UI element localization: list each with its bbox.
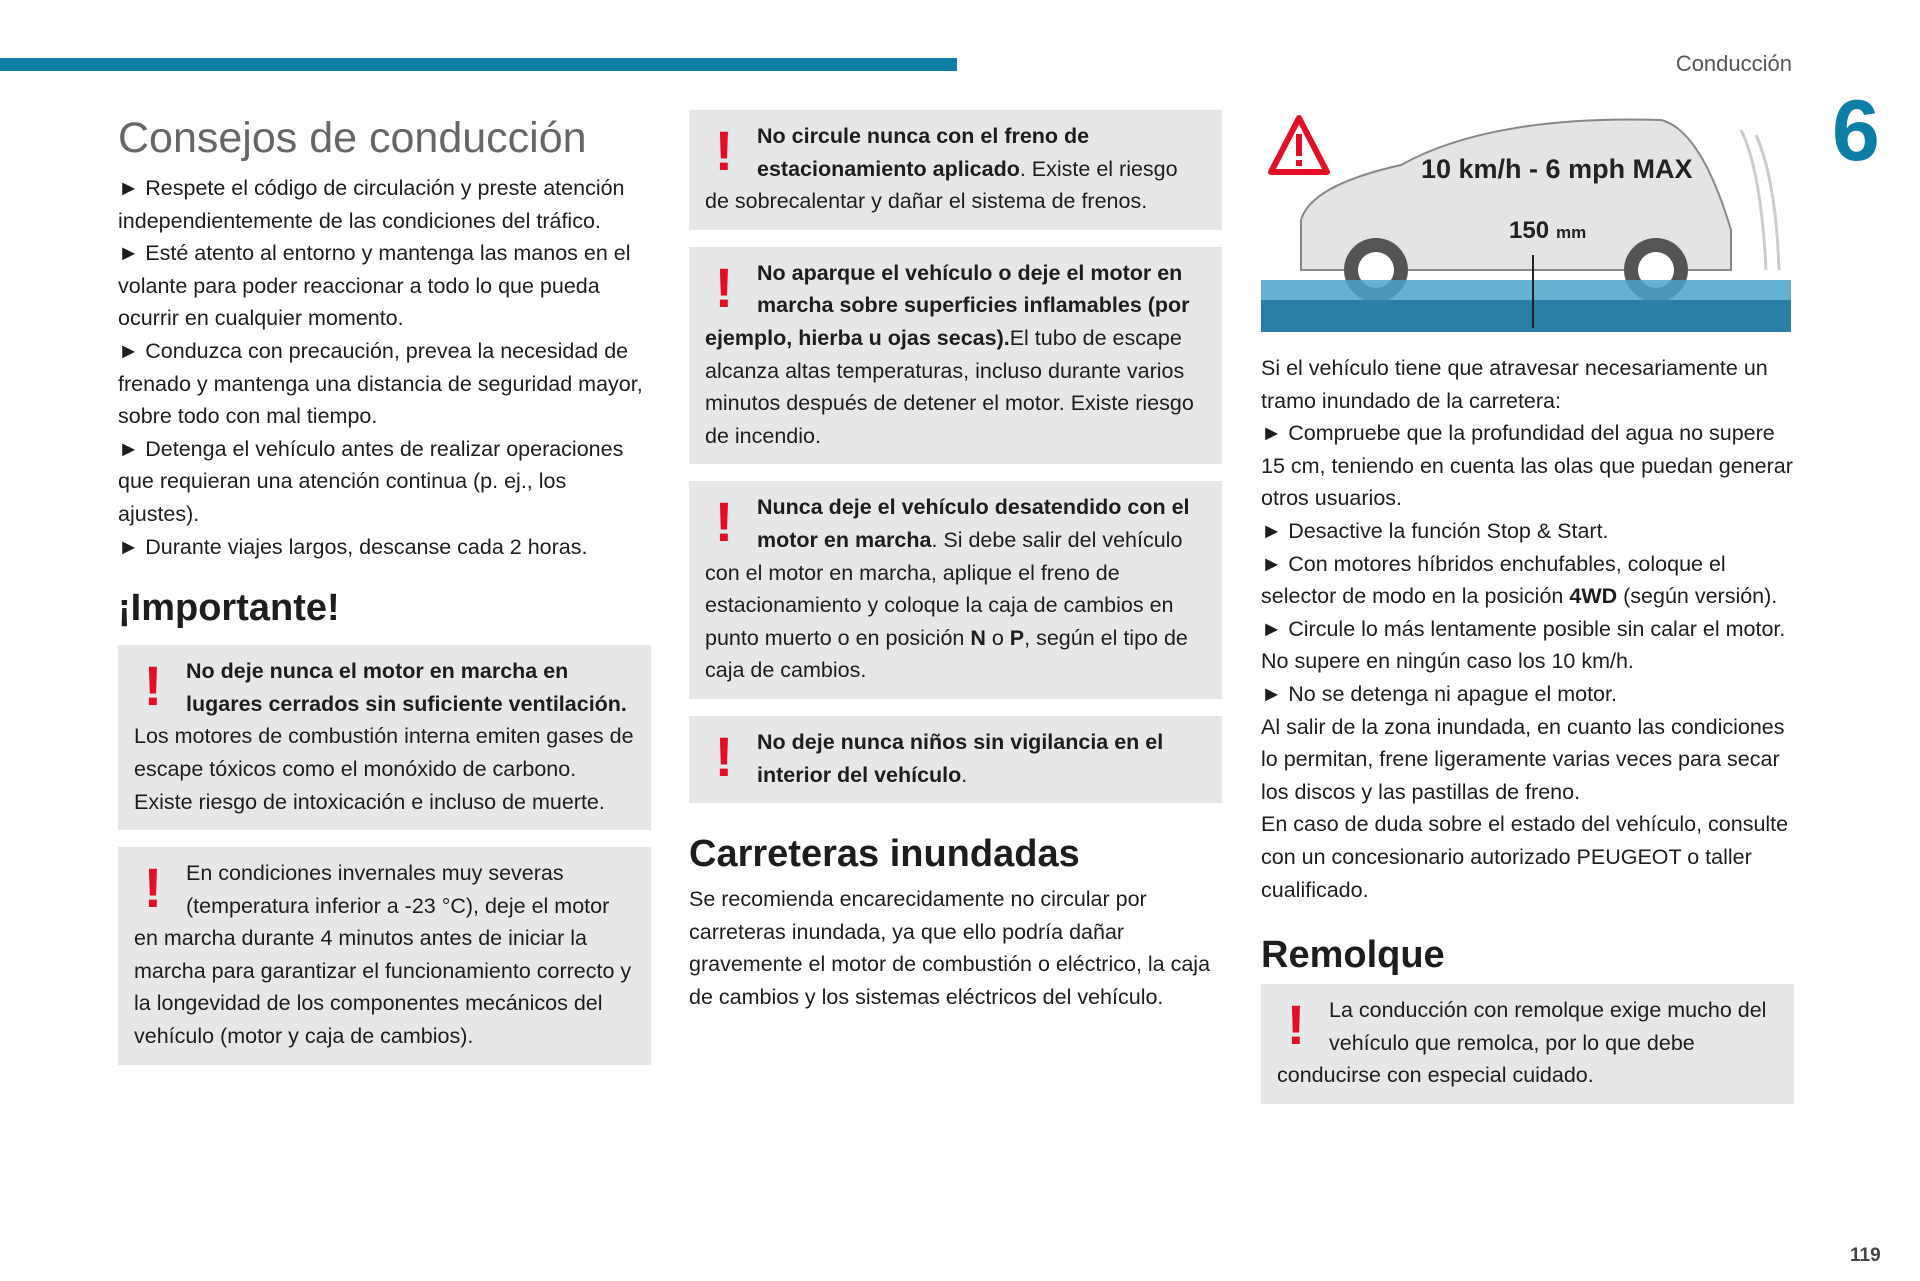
flooded-roads-text: Se recomienda encarecidamente no circular por carreteras inundada, ya que ello podría dañar gravemente el motor de combustión o eléctrico, la caja de cambios y los sistemas eléctricos del vehículo.: [689, 887, 1211, 1009]
flood-after-text: Al salir de la zona inundada, en cuanto las condiciones lo permitan, frene ligeramente varias veces para secar los discos y las pastillas de freno.: [1261, 714, 1785, 804]
warning-text: o: [985, 625, 1010, 650]
warning-bold: No aparque el vehículo o deje el motor en marcha sobre superficies inflamables (por ejemplo, hierba u ojas secas).: [705, 260, 1190, 350]
warning-text: El tubo de escape alcanza altas temperaturas, incluso durante varios minutos después de detener el motor. Existe riesgo de incendio.: [705, 325, 1194, 448]
flood-intro: Si el vehículo tiene que atravesar necesariamente un tramo inundado de la carretera:: [1261, 356, 1768, 413]
tip-item: ► Respete el código de circulación y preste atención independientemente de las condiciones del tráfico.: [118, 176, 625, 233]
warning-box: [118, 645, 651, 830]
warning-box: [118, 847, 651, 1065]
flood-step: ► Circule lo más lentamente posible sin calar el motor. No supere en ningún caso los 10 km/h.: [1261, 616, 1786, 674]
flooded-car-illustration: [1261, 110, 1791, 332]
warning-text: En condiciones invernales muy severas (temperatura inferior a -23 °C), deje el motor en marcha durante 4 minutos antes de iniciar la marcha para garantizar el funcionamiento correcto y la longevidad de los componentes mecánicos del vehículo (motor y caja de cambios).: [134, 861, 632, 1049]
trailer-heading: Remolque: [1261, 934, 1445, 977]
warning-bold: No deje nunca el motor en marcha en lugares cerrados sin suficiente ventilación.: [186, 659, 627, 716]
warning-bold: No deje nunca niños sin vigilancia en el interior del vehículo: [757, 729, 1164, 787]
depth-unit: mm: [1556, 223, 1587, 242]
warning-text: , según el tipo de caja de cambios.: [705, 625, 1188, 683]
chapter-number: 6: [1832, 83, 1880, 179]
tip-item: ► Esté atento al entorno y mantenga las manos en el volante para poder reaccionar a todo lo que pueda ocurrir en cualquier momento.: [118, 241, 631, 331]
warning-exclamation-icon: !: [714, 119, 734, 182]
warning-text: Los motores de combustión interna emiten gases de escape tóxicos como el monóxido de carbono. Existe riesgo de intoxicación e incluso de muerte.: [134, 724, 634, 814]
tip-item: ► Detenga el vehículo antes de realizar operaciones que requieran una atención continua (p. ej., los ajustes).: [118, 436, 624, 526]
header-accent-bar: [0, 58, 957, 71]
step-text: (según versión).: [1617, 584, 1778, 609]
warning-box: [689, 110, 1222, 230]
warning-bold: Nunca deje el vehículo desatendido con el motor en marcha: [757, 495, 1190, 552]
flood-step: ► Compruebe que la profundidad del agua no supere 15 cm, teniendo en cuenta las olas que puedan generar otros usuarios.: [1261, 421, 1793, 511]
flood-step: [1261, 548, 1794, 613]
warning-box: [689, 481, 1222, 699]
warning-exclamation-icon: !: [1286, 993, 1306, 1057]
tip-item: ► Durante viajes largos, descanse cada 2 horas.: [118, 534, 588, 559]
gear-p: P: [1009, 625, 1025, 650]
warning-text: . Existe el riesgo de sobrecalentar y dañar el sistema de frenos.: [705, 156, 1178, 214]
page-number: 119: [1850, 1245, 1881, 1266]
flood-step: ► Desactive la función Stop & Start.: [1261, 518, 1609, 543]
flood-step: ► No se detenga ni apague el motor.: [1261, 681, 1617, 706]
section-title: Conducción: [1675, 51, 1792, 76]
mode-4wd: 4WD: [1569, 584, 1618, 609]
warning-text: La conducción con remolque exige mucho del vehículo que remolca, por lo que debe conducirse con especial cuidado.: [1277, 998, 1767, 1088]
warning-text: .: [961, 762, 968, 787]
warning-text: . Si debe salir del vehículo con el motor en marcha, aplique el freno de estacionamiento y coloque la caja de cambios en punto muerto o en posición: [705, 527, 1183, 650]
warning-exclamation-icon: !: [714, 255, 734, 319]
flooded-roads-heading: Carreteras inundadas: [689, 833, 1080, 876]
warning-exclamation-icon: !: [714, 490, 734, 554]
depth-value: 150: [1509, 217, 1550, 244]
speed-limit-label: 10 km/h - 6 mph MAX: [1421, 154, 1693, 184]
column-driving-tips: [118, 110, 651, 1082]
warning-box: [1261, 984, 1794, 1104]
tip-item: ► Conduzca con precaución, prevea la necesidad de frenado y mantenga una distancia de seguridad mayor, sobre todo con mal tiempo.: [118, 338, 643, 429]
warning-box: [689, 247, 1222, 465]
warning-bold: No circule nunca con el freno de estacionamiento aplicado: [757, 124, 1090, 181]
flood-doubt-text: En caso de duda sobre el estado del vehículo, consulte con un concesionario autorizado PEUGEOT o taller cualificado.: [1261, 812, 1789, 902]
page-title: Consejos de conducción: [118, 114, 587, 162]
warning-box: [689, 716, 1222, 803]
warning-exclamation-icon: !: [143, 654, 163, 718]
warning-exclamation-icon: !: [714, 724, 734, 788]
step-text: ► Con motores híbridos enchufables, coloque el selector de modo en la posición: [1261, 551, 1726, 609]
important-heading: ¡Importante!: [118, 587, 340, 630]
column-warnings: [689, 110, 1222, 1013]
column-flooded: [1261, 110, 1794, 1121]
warning-exclamation-icon: !: [143, 856, 163, 920]
gear-n: N: [970, 625, 986, 650]
